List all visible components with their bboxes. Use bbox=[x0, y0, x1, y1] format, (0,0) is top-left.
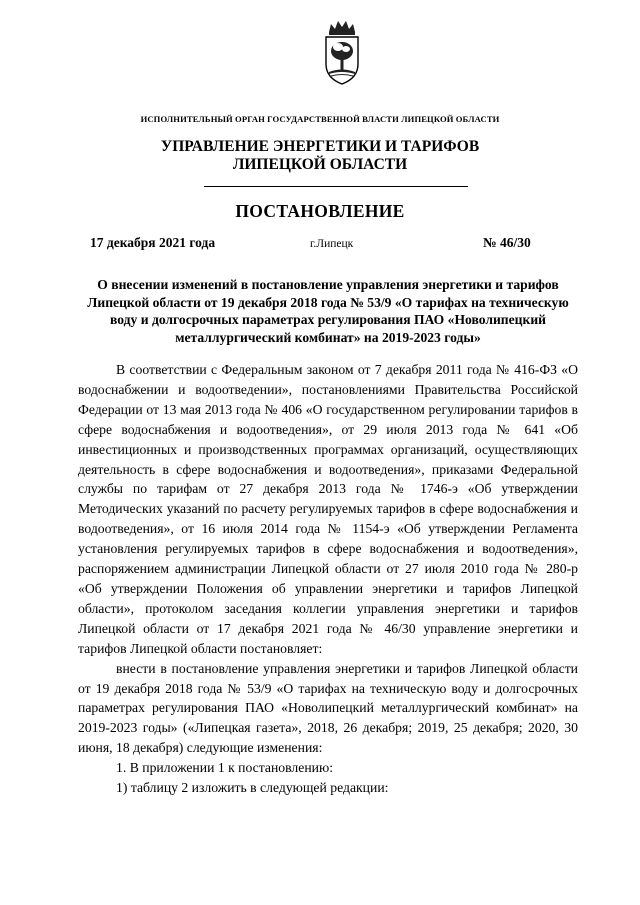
subitem-1-paragraph: 1) таблицу 2 изложить в следующей редакции: bbox=[116, 780, 389, 796]
coat-of-arms-icon bbox=[317, 18, 367, 88]
issuing-authority-line: ИСПОЛНИТЕЛЬНЫЙ ОРГАН ГОСУДАРСТВЕННОЙ ВЛАСТИ ЛИПЕЦКОЙ ОБЛАСТИ bbox=[140, 114, 500, 124]
decree-subject: О внесении изменений в постановление управления энергетики и тарифов Липецкой области от 19 декабря 2018 года № 53/9 «О тарифах на техническую воду и долгосрочных параметрах регулирования ПАО «Новолипецкий металлургический комбинат» на 2019-2023 годы» bbox=[87, 277, 569, 345]
decree-date: 17 декабря 2021 года bbox=[90, 235, 216, 250]
document-type-title: ПОСТАНОВЛЕНИЕ bbox=[235, 201, 405, 221]
department-name-line2: ЛИПЕЦКОЙ ОБЛАСТИ bbox=[232, 156, 408, 173]
item-1-paragraph: 1. В приложении 1 к постановлению: bbox=[116, 760, 333, 776]
department-name-line1: УПРАВЛЕНИЕ ЭНЕРГЕТИКИ И ТАРИФОВ bbox=[160, 138, 480, 155]
decree-city: г.Липецк bbox=[310, 238, 354, 250]
decree-body bbox=[78, 360, 578, 798]
preamble-paragraph: В соответствии с Федеральным законом от 7 декабря 2011 года № 416-ФЗ «О водоснабжении и водоотведении», постановлениями Правительства Российской Федерации от 13 мая 2013 года № 406 «О государственном регулировании тарифов в сфере водоснабжения и водоотведения», от 29 июля 2013 года № 641 «Об инвестиционных и производственных программах организаций, осуществляющих деятельность в сфере водоснабжения и водоотведения», приказами Федеральной службы по тарифам от 27 декабря 2013 года № 1746-э «Об утверждении Методических указаний по расчету регулируемых тарифов в сфере водоснабжения и водоотведения», от 16 июля 2014 года № 1154-э «Об утверждении Регламента установления регулируемых тарифов в сфере водоснабжения и водоотведения», распоряжением администрации Липецкой области от 27 июля 2010 года № 280-р «Об утверждении Положения об управлении энергетики и тарифов Липецкой области», протоколом заседания коллегии управления энергетики и тарифов Липецкой области от 17 декабря 2021 года № 46/30 управление энергетики и тарифов Липецкой области постановляет: bbox=[78, 362, 578, 656]
resolution-paragraph: внести в постановление управления энергетики и тарифов Липецкой области от 19 декабря 2018 года № 53/9 «О тарифах на техническую воду и долгосрочных параметрах регулирования ПАО «Новолипецкий металлургический комбинат» на 2019-2023 годы» («Липецкая газета», 2018, 26 декабря; 2019, 25 декабря; 2020, 30 июня, 18 декабря) следующие изменения: bbox=[78, 660, 578, 756]
header-divider bbox=[204, 186, 468, 187]
decree-number: № 46/30 bbox=[483, 235, 531, 250]
